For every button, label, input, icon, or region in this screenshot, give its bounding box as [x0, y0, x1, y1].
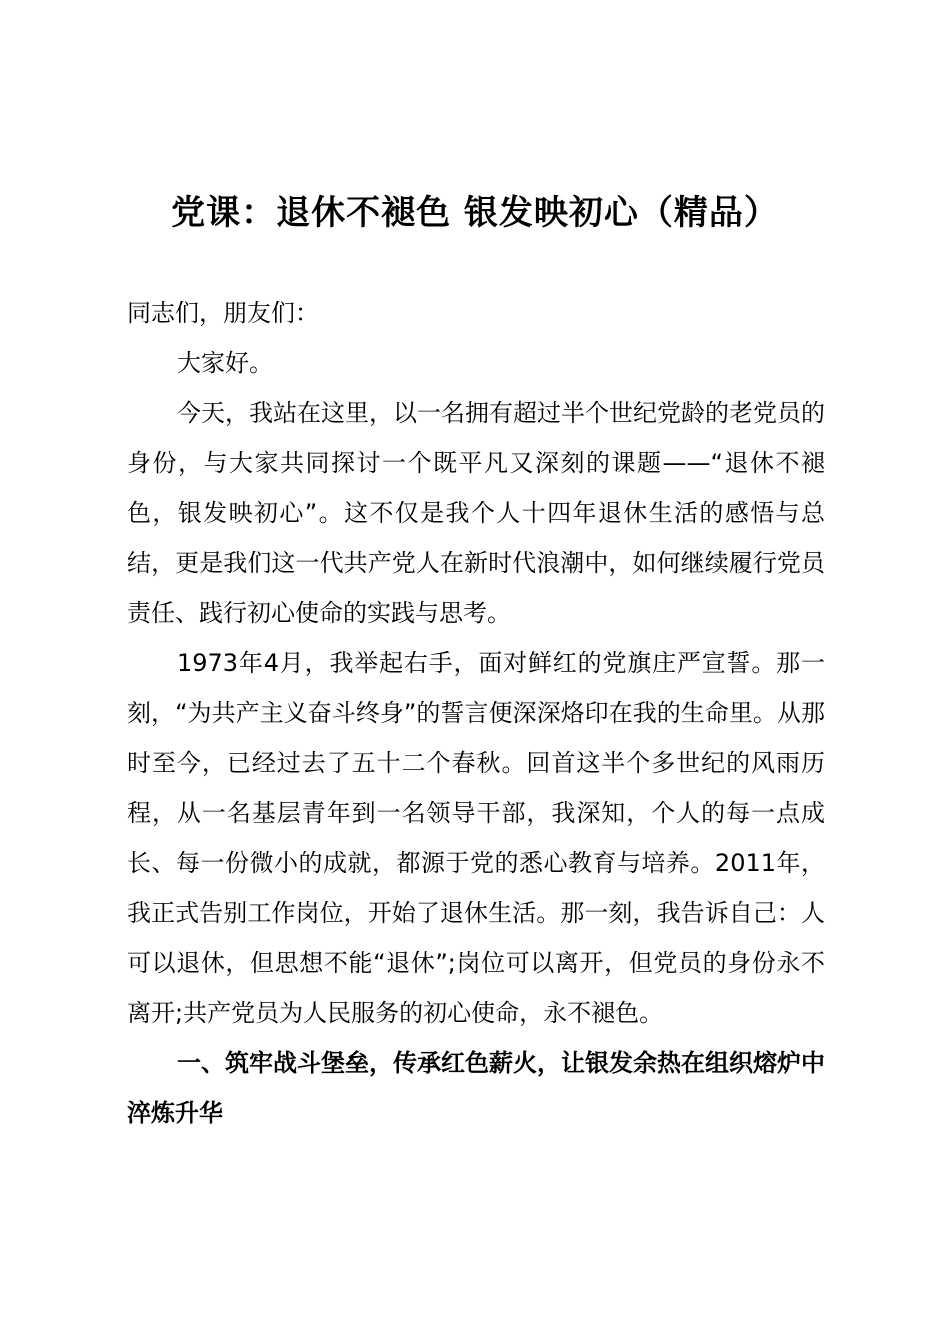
section-heading: 一、筑牢战斗堡垒，传承红色薪火，让银发余热在组织熔炉中淬炼升华 — [127, 1049, 825, 1127]
salutation: 同志们，朋友们： — [127, 299, 319, 327]
paragraph-history: 1973年4月，我举起右手，面对鲜红的党旗庄严宣誓。那一刻，“为共产主义奋斗终身”的誓言便深深烙印在我的生命里。从那时至今，已经过去了五十二个春秋。回首这半个多世纪的风雨历程，从一名基层青年到一名领导干部，我深知，个人的每一点成长、每一份微小的成就，都源于党的悉心教育与培养。2011年，我正式告别工作岗位，开始了退休生活。那一刻，我告诉自己：人可以退休，但思想不能“退休”;岗位可以离开，但党员的身份永不离开;共产党员为人民服务的初心使命，永不褪色。 — [127, 649, 825, 1027]
greeting: 大家好。 — [177, 349, 273, 377]
document-body — [127, 288, 825, 1138]
document-title: 党课：退休不褪色 银发映初心（精品） — [171, 193, 779, 233]
paragraph-intro: 今天，我站在这里，以一名拥有超过半个世纪党龄的老党员的身份，与大家共同探讨一个既平凡又深刻的课题——“退休不褪色，银发映初心”。这不仅是我个人十四年退休生活的感悟与总结，更是我们这一代共产党人在新时代浪潮中，如何继续履行党员责任、践行初心使命的实践与思考。 — [127, 399, 825, 627]
